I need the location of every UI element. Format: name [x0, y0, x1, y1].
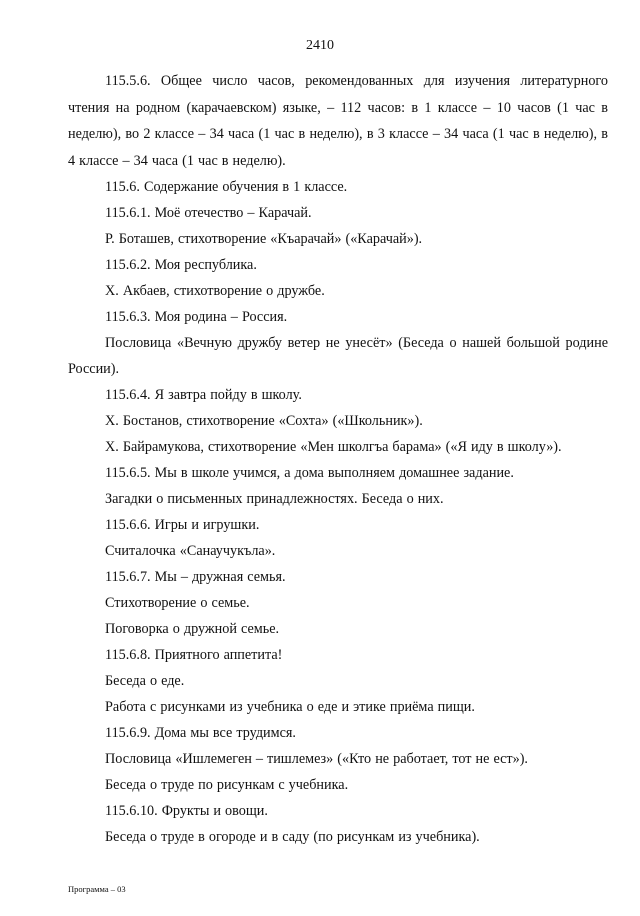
paragraph-hours: 115.5.6. Общее число часов, рекомендованных для изучения литературного чтения на родном (карачаевском) языке, – 112 часов: в 1 классе – 10 часов (1 час в неделю), во 2 классе – 34 часа (1 час в неделю), в 3 классе – 34 часа (1 час в неделю), в 4 классе – 34 часа (1 час в неделю).: [68, 73, 608, 169]
paragraph: Считалочка «Санаучукъла».: [105, 543, 276, 559]
paragraph-content-heading: 115.6. Содержание обучения в 1 классе.: [105, 179, 348, 195]
paragraph: Работа с рисунками из учебника о еде и этике приёма пищи.: [105, 699, 475, 715]
paragraph-section: 115.6.2. Моя республика.: [105, 257, 257, 273]
paragraph-section: 115.6.7. Мы – дружная семья.: [105, 569, 286, 585]
paragraph: Беседа о труде в огороде и в саду (по рисункам из учебника).: [105, 829, 480, 845]
page-number: 2410: [306, 38, 334, 53]
paragraph-section: 115.6.3. Моя родина – Россия.: [105, 309, 288, 325]
paragraph: Стихотворение о семье.: [105, 595, 250, 611]
paragraph: Х. Байрамукова, стихотворение «Мен школгъа барама» («Я иду в школу»).: [105, 439, 562, 455]
paragraph: Х. Акбаев, стихотворение о дружбе.: [105, 283, 325, 299]
paragraph: Загадки о письменных принадлежностях. Беседа о них.: [105, 491, 444, 507]
paragraph: Поговорка о дружной семье.: [105, 621, 280, 637]
paragraph: Беседа о еде.: [105, 673, 185, 689]
paragraph-section: 115.6.5. Мы в школе учимся, а дома выполняем домашнее задание.: [105, 465, 514, 481]
paragraph: Пословица «Ишлемеген – тишлемез» («Кто не работает, тот не ест»).: [105, 751, 528, 767]
paragraph-section: 115.6.8. Приятного аппетита!: [105, 647, 283, 663]
paragraph-section: 115.6.1. Моё отечество – Карачай.: [105, 205, 312, 221]
paragraph: Р. Боташев, стихотворение «Къарачай» («Карачай»).: [105, 231, 423, 247]
paragraph-section: 115.6.9. Дома мы все трудимся.: [105, 725, 296, 741]
paragraph: Х. Бостанов, стихотворение «Сохта» («Школьник»).: [105, 413, 423, 429]
paragraph-section: 115.6.10. Фрукты и овощи.: [105, 803, 268, 819]
document-body: [68, 68, 608, 850]
page-footer: Программа – 03: [68, 884, 126, 894]
paragraph: Беседа о труде по рисункам с учебника.: [105, 777, 349, 793]
paragraph-section: 115.6.6. Игры и игрушки.: [105, 517, 260, 533]
paragraph-section: 115.6.4. Я завтра пойду в школу.: [105, 387, 302, 403]
paragraph: Пословица «Вечную дружбу ветер не унесёт» (Беседа о нашей большой родине России).: [68, 335, 608, 377]
